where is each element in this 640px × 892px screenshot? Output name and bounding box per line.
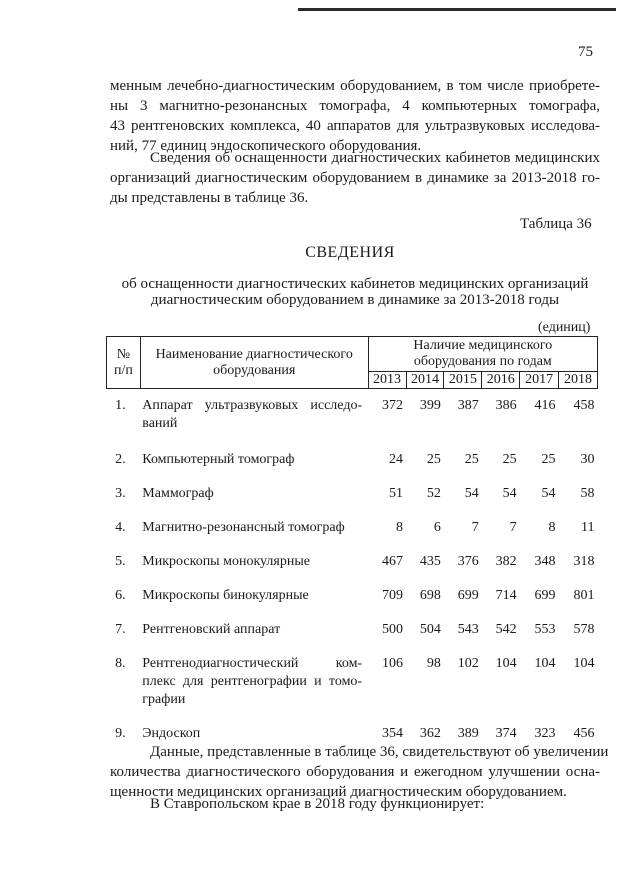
header-year: 2018 [559, 372, 598, 389]
conclusion-paragraph [110, 742, 609, 802]
equipment-name-line: Рентгеновский аппарат [142, 621, 281, 637]
equipment-name [140, 441, 368, 475]
value-2017: 54 [541, 485, 556, 501]
equipment-name [140, 543, 368, 577]
equipment-name-line: Микроскопы бинокулярные [142, 587, 309, 603]
row-number: 3. [115, 485, 126, 501]
value-2013: 372 [382, 398, 403, 413]
value-2017: 699 [534, 587, 556, 603]
value-2017: 323 [534, 725, 556, 741]
value-2017: 553 [534, 621, 556, 637]
value-2017: 25 [541, 451, 556, 467]
value-2014: 399 [419, 398, 441, 413]
value-2016: 386 [495, 398, 517, 413]
value-2018: 578 [573, 621, 595, 637]
value-2015: 7 [471, 519, 479, 535]
equipment-name-line: Эндоскоп [142, 725, 201, 741]
value-2013: 709 [382, 587, 403, 603]
equipment-name-line: Маммограф [142, 485, 214, 501]
value-2014: 25 [426, 451, 441, 467]
equipment-name-line: Микроскопы монокулярные [142, 553, 310, 569]
value-2018: 456 [573, 725, 595, 741]
header-name-line: оборудования [213, 362, 296, 378]
table-row [107, 645, 598, 715]
value-2018: 104 [573, 655, 595, 671]
equipment-name [140, 577, 368, 611]
value-2013: 8 [396, 519, 403, 535]
value-2016: 104 [495, 655, 517, 671]
table-row [107, 715, 598, 745]
header-availability [368, 337, 597, 372]
text-line: 43 рентгеновских комплекса, 40 аппаратов для ультразвуковых исследова- [110, 118, 600, 134]
text-line: Данные, представленные в таблице 36, свидетельствуют об увеличении [150, 744, 609, 760]
value-2015: 25 [464, 451, 479, 467]
value-2017: 8 [548, 519, 556, 535]
intro-paragraph-2 [110, 148, 600, 208]
value-2017: 348 [534, 553, 556, 569]
table-row [107, 611, 598, 645]
value-2015: 543 [457, 621, 479, 637]
table-row [107, 543, 598, 577]
value-2014: 504 [419, 621, 441, 637]
equipment-table [106, 336, 598, 745]
table-row [107, 441, 598, 475]
table-subtitle [110, 276, 600, 308]
header-year: 2015 [444, 372, 482, 389]
section-heading: СВЕДЕНИЯ [305, 244, 395, 261]
header-number-bottom: п/п [113, 362, 133, 378]
value-2016: 7 [509, 519, 517, 535]
table-reference: Таблица 36 [520, 216, 592, 232]
equipment-name [140, 509, 368, 543]
value-2016: 374 [495, 725, 517, 741]
table-row [107, 577, 598, 611]
value-2013: 24 [389, 451, 403, 467]
value-2015: 102 [457, 655, 479, 671]
equipment-name-line: Компьютерный томограф [142, 451, 295, 467]
equipment-name-line: графии [142, 691, 186, 707]
equipment-name-line: Рентгенодиагностический ком- [142, 655, 363, 671]
row-number: 4. [115, 519, 126, 535]
value-2018: 30 [580, 451, 595, 467]
equipment-name-line: плекс для рентгенографии и томо- [142, 673, 363, 689]
value-2018: 318 [573, 553, 595, 569]
subtitle-line: диагностическим оборудованием в динамике за 2013-2018 годы [150, 292, 560, 308]
page-number: 75 [578, 44, 593, 60]
value-2018: 11 [581, 519, 595, 535]
table-row [107, 389, 598, 441]
value-2016: 714 [495, 587, 517, 603]
equipment-name [140, 715, 368, 745]
value-2015: 387 [457, 398, 479, 413]
row-number: 6. [115, 587, 126, 603]
value-2013: 51 [389, 485, 403, 501]
header-availability-line: оборудования по годам [413, 354, 552, 369]
value-2018: 458 [573, 398, 595, 413]
equipment-name-line: ваний [142, 416, 178, 431]
equipment-name [140, 611, 368, 645]
header-equipment-name [140, 337, 368, 389]
header-year: 2013 [368, 372, 406, 389]
value-2014: 98 [426, 655, 441, 671]
equipment-name-line: Магнитно-резонансный томограф [142, 519, 345, 535]
value-2015: 54 [464, 485, 479, 501]
equipment-name [140, 475, 368, 509]
row-number: 9. [115, 725, 126, 741]
value-2016: 382 [495, 553, 517, 569]
header-name-line: Наименование диагностического [155, 346, 353, 362]
text-line: ны 3 магнитно-резонансных томографа, 4 компьютерных томографа, [110, 98, 600, 114]
header-number [107, 337, 141, 389]
value-2014: 52 [426, 485, 441, 501]
closing-paragraph: В Ставропольском крае в 2018 году функционирует: [150, 796, 485, 812]
text-line: щенности медицинских организаций диагностическим оборудованием. [110, 784, 567, 800]
unit-label: (единиц) [538, 320, 591, 335]
value-2014: 6 [433, 519, 441, 535]
value-2014: 435 [419, 553, 441, 569]
text-line: организаций диагностическим оборудованием в динамике за 2013-2018 го- [110, 170, 600, 186]
value-2016: 542 [495, 621, 517, 637]
table-row [107, 475, 598, 509]
row-number: 5. [115, 553, 126, 569]
value-2013: 354 [382, 725, 403, 741]
text-line: ний, 77 единиц эндоскопического оборудования. [110, 138, 422, 154]
header-year: 2014 [406, 372, 444, 389]
value-2015: 389 [457, 725, 479, 741]
row-number: 1. [115, 398, 126, 413]
value-2015: 376 [457, 553, 479, 569]
value-2013: 106 [382, 655, 403, 671]
value-2014: 362 [419, 725, 441, 741]
text-line: ды представлены в таблице 36. [110, 190, 309, 206]
equipment-name-line: Аппарат ультразвуковых исследо- [142, 398, 363, 413]
text-line: Сведения об оснащенности диагностических кабинетов медицинских [150, 150, 600, 166]
value-2016: 54 [502, 485, 517, 501]
row-number: 7. [115, 621, 126, 637]
top-rule [298, 8, 616, 11]
header-year: 2017 [520, 372, 559, 389]
intro-paragraph-1 [110, 76, 600, 156]
row-number: 8. [115, 655, 126, 671]
text-line: количества диагностического оборудования и ежегодном улучшении осна- [110, 764, 600, 780]
value-2013: 500 [382, 621, 403, 637]
value-2017: 104 [534, 655, 556, 671]
header-availability-line: Наличие медицинского [413, 338, 553, 353]
value-2018: 58 [580, 485, 595, 501]
text-line: менным лечебно-диагностическим оборудованием, в том числе приобрете- [110, 78, 600, 94]
equipment-name [140, 389, 368, 441]
value-2018: 801 [573, 587, 595, 603]
value-2014: 698 [419, 587, 441, 603]
equipment-name [140, 645, 368, 715]
header-year: 2016 [482, 372, 520, 389]
row-number: 2. [115, 451, 126, 467]
value-2017: 416 [534, 398, 556, 413]
value-2013: 467 [382, 553, 403, 569]
header-number-top: № [116, 346, 131, 362]
subtitle-line: об оснащенности диагностических кабинетов медицинских организаций [121, 276, 589, 292]
value-2016: 25 [502, 451, 517, 467]
table-row [107, 509, 598, 543]
value-2015: 699 [457, 587, 479, 603]
